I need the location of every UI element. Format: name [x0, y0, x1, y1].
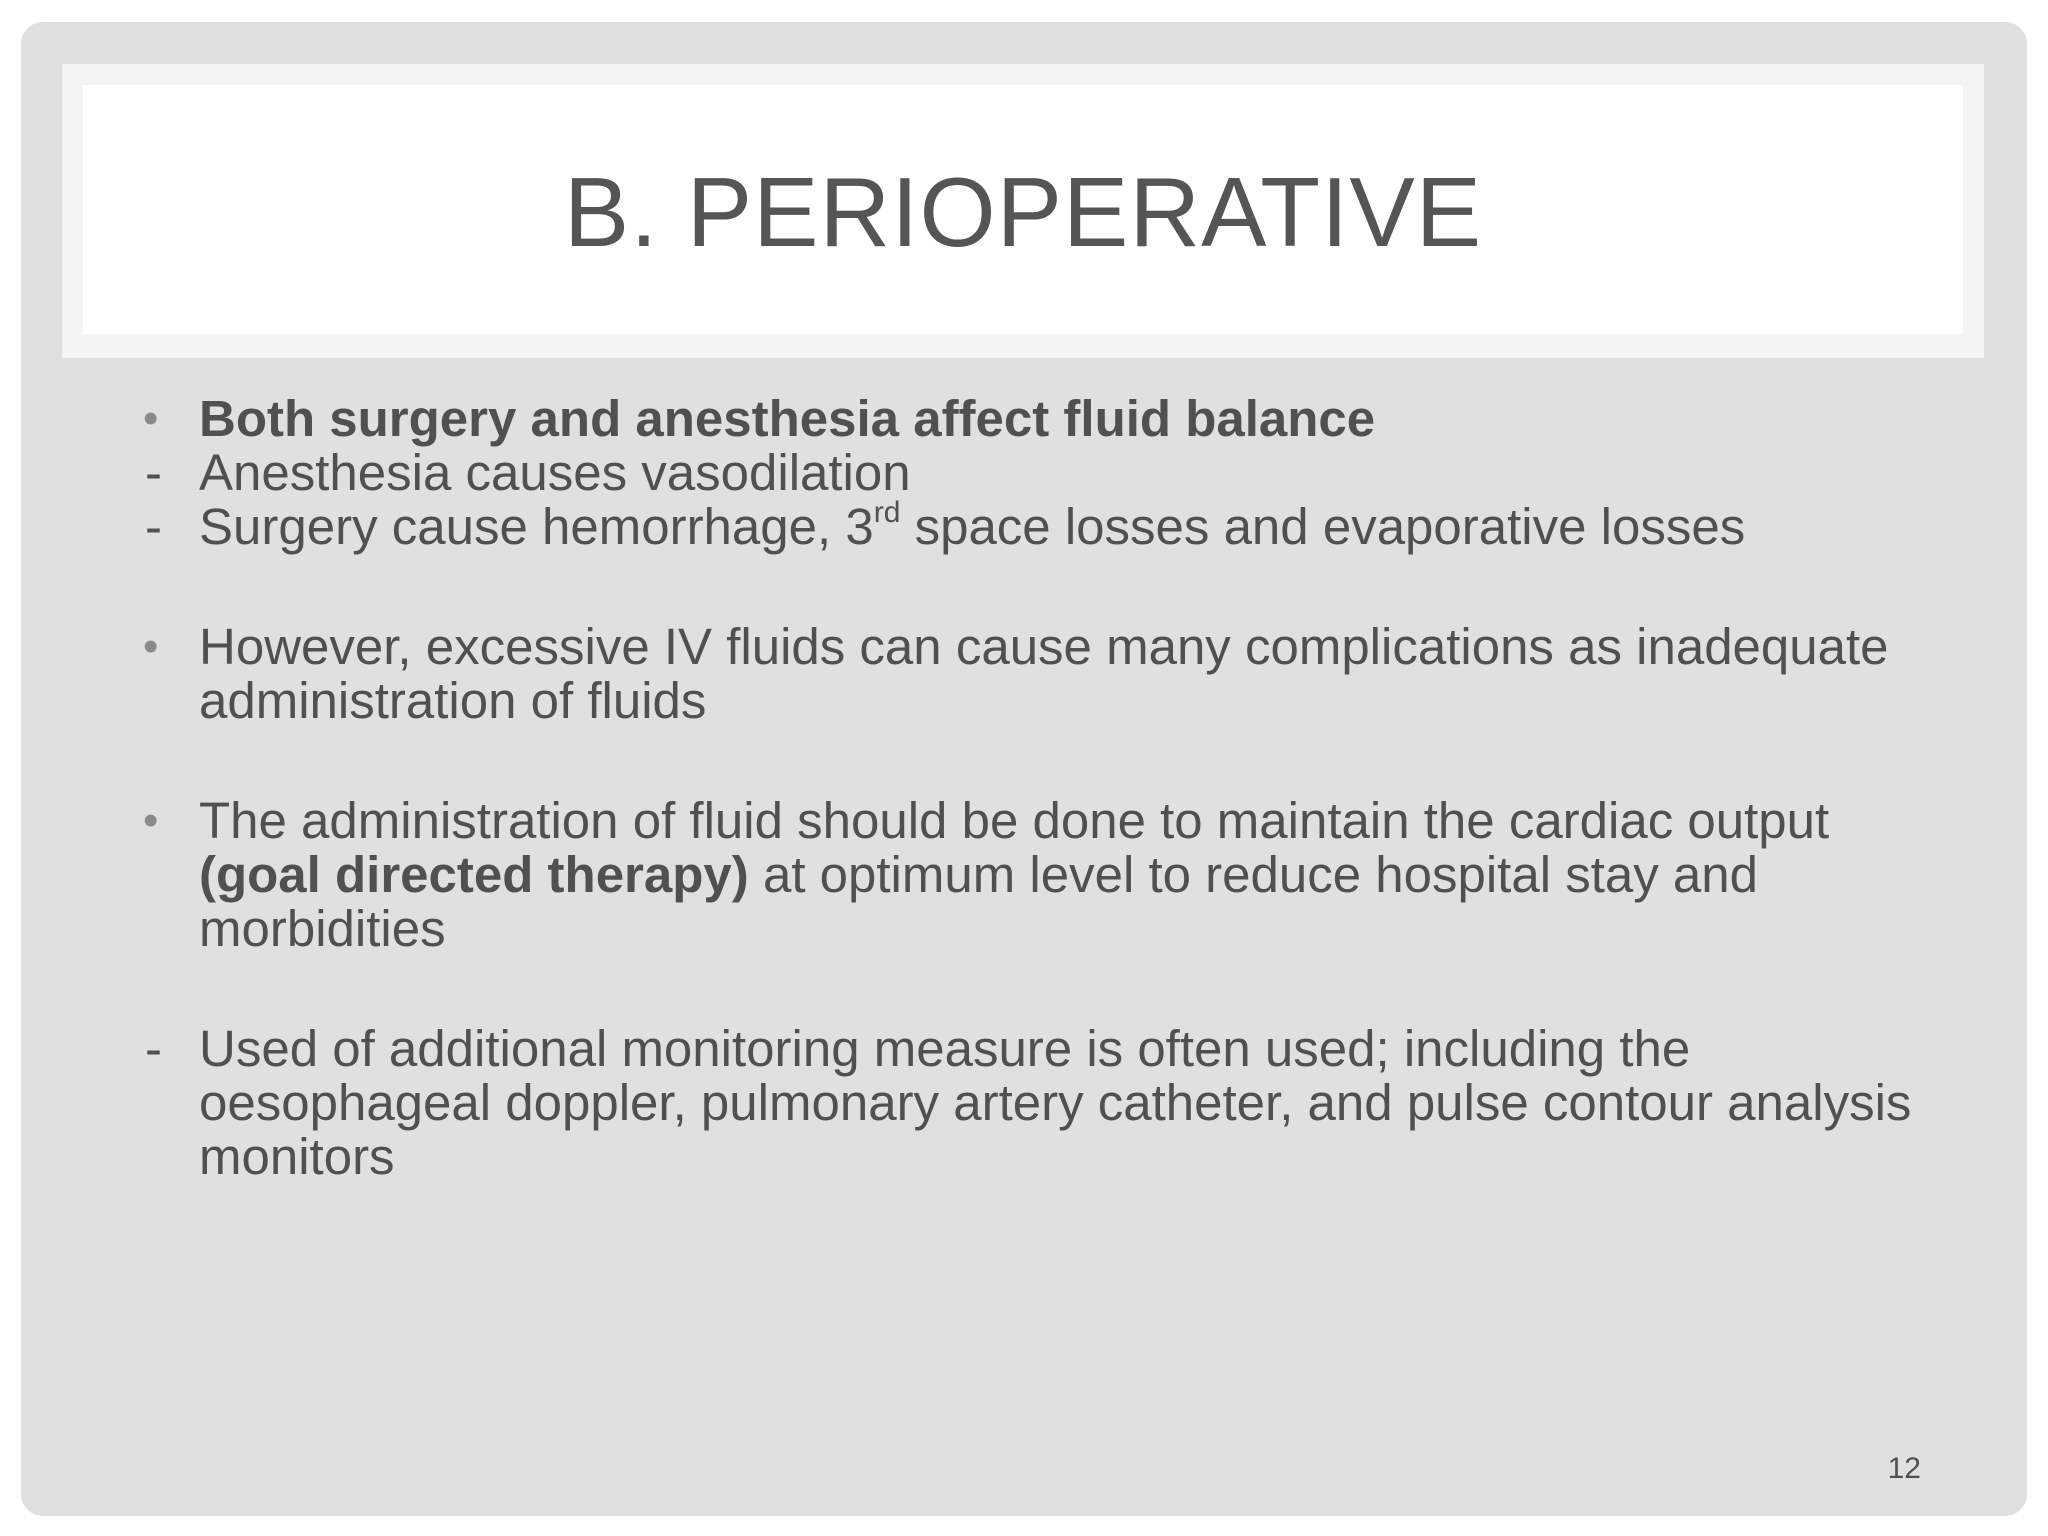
bullet-marker: •	[143, 622, 159, 671]
bullet-text: Both surgery and anesthesia affect fluid balance	[199, 390, 1376, 447]
title-box	[83, 85, 1963, 334]
bullet-marker: •	[143, 796, 159, 845]
slide	[21, 22, 2027, 1516]
dash-marker: -	[145, 1020, 162, 1077]
dash-marker: -	[145, 444, 162, 501]
dash-item	[21, 446, 1919, 500]
bullet-item	[21, 794, 1919, 956]
bullet-text: However, excessive IV fluids can cause many complications as inadequate administration of fluids	[199, 618, 1889, 729]
bullet-item	[21, 620, 1919, 728]
dash-item	[21, 496, 1919, 555]
dash-text: Used of additional monitoring measure is often used; including the oesophageal doppler, pulmonary artery catheter, and pulse contour analysis monitors	[199, 1020, 1912, 1185]
title-frame	[62, 64, 1984, 358]
dash-text-end: space losses and evaporative losses	[900, 498, 1746, 555]
dash-text-start: Surgery cause hemorrhage, 3	[199, 498, 874, 555]
dash-marker: -	[145, 498, 162, 555]
bullet-item	[21, 392, 1919, 446]
superscript: rd	[873, 496, 901, 529]
slide-number: 12	[1887, 1452, 1921, 1485]
dash-item	[21, 1022, 1919, 1184]
slide-title: B. PERIOPERATIVE	[563, 157, 1483, 267]
slide-body	[21, 392, 2027, 1184]
bullet-text-end: at optimum level to reduce hospital stay and morbidities	[199, 846, 1758, 957]
dash-text: Anesthesia causes vasodilation	[199, 444, 911, 501]
bold-phrase: (goal directed therapy)	[199, 846, 749, 903]
bullet-marker: •	[143, 394, 159, 443]
bullet-text-start: The administration of fluid should be done to maintain the cardiac output	[199, 792, 1830, 849]
